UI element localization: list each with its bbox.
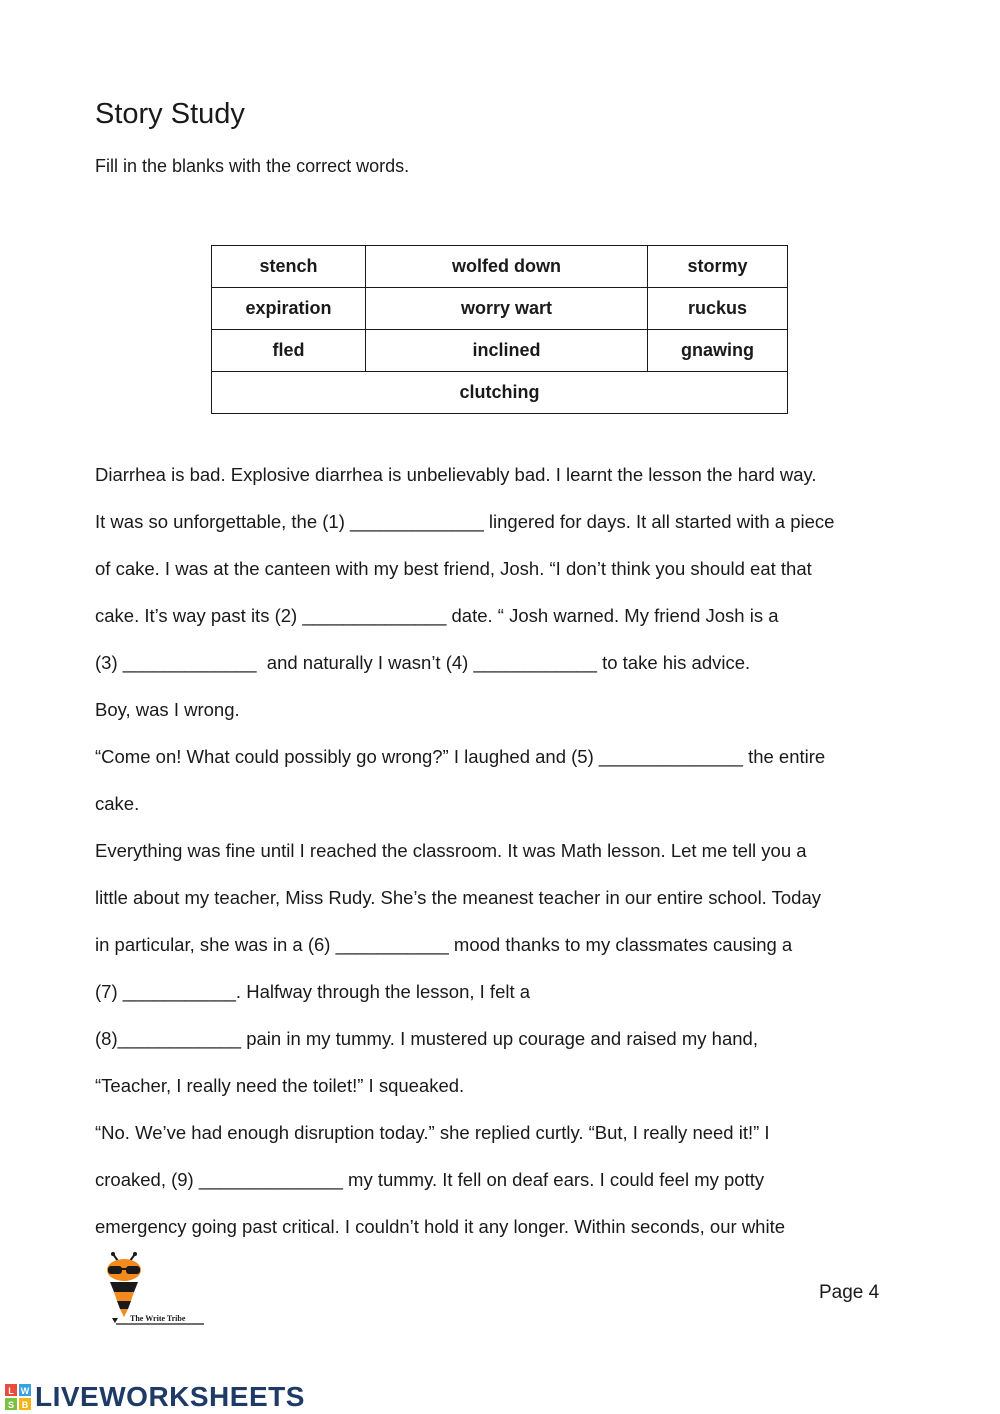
story-line: croaked, (9) ______________ my tummy. It fell on deaf ears. I could feel my potty (95, 1169, 765, 1190)
write-tribe-logo (98, 1252, 210, 1330)
story-text (95, 459, 915, 1258)
story-line: Everything was fine until I reached the classroom. It was Math lesson. Let me tell you a (95, 840, 807, 861)
story-line: in particular, she was in a (6) ___________ mood thanks to my classmates causing a (95, 934, 793, 955)
story-line: cake. It’s way past its (2) ______________ date. “ Josh warned. My friend Josh is a (95, 605, 779, 626)
word-bank-row (212, 372, 788, 414)
word-bank-row (212, 288, 788, 330)
word-bank-cell: inclined (366, 330, 648, 372)
instructions-text: Fill in the blanks with the correct words. (95, 156, 410, 176)
word-bank-table (211, 245, 788, 414)
story-line: (8)____________ pain in my tummy. I mustered up courage and raised my hand, (95, 1028, 758, 1049)
story-line: little about my teacher, Miss Rudy. She’s the meanest teacher in our entire school. Today (95, 887, 821, 908)
story-line: Diarrhea is bad. Explosive diarrhea is unbelievably bad. I learnt the lesson the hard way. (95, 464, 817, 485)
logo-text: The Write Tribe (130, 1314, 186, 1323)
word-bank-row (212, 330, 788, 372)
word-bank-cell: expiration (212, 288, 366, 330)
story-line: cake. (95, 793, 140, 814)
brand-name: LIVEWORKSHEETS (35, 1381, 305, 1412)
word-bank-cell: wolfed down (366, 246, 648, 288)
word-bank-cell: gnawing (648, 330, 788, 372)
story-line: emergency going past critical. I couldn’t hold it any longer. Within seconds, our white (95, 1216, 786, 1237)
word-bank-cell: stench (212, 246, 366, 288)
liveworksheets-icon (5, 1384, 31, 1410)
word-bank-cell: ruckus (648, 288, 788, 330)
story-line: of cake. I was at the canteen with my best friend, Josh. “I don’t think you should eat that (95, 558, 812, 579)
story-line: “Come on! What could possibly go wrong?” I laughed and (5) ______________ the entire (95, 746, 826, 767)
story-line: “No. We’ve had enough disruption today.” she replied curtly. “But, I really need it!” I (95, 1122, 770, 1143)
story-line: “Teacher, I really need the toilet!” I squeaked. (95, 1075, 465, 1096)
word-bank-cell: stormy (648, 246, 788, 288)
story-line: It was so unforgettable, the (1) _____________ lingered for days. It all started with a piece (95, 511, 835, 532)
page-number: Page 4 (819, 1282, 880, 1303)
page-title: Story Study (95, 98, 245, 130)
liveworksheets-brand (5, 1380, 305, 1414)
story-line: (3) _____________ and naturally I wasn’t (4) ____________ to take his advice. (95, 652, 751, 673)
svg-text:W: W (20, 1386, 30, 1396)
word-bank-cell: fled (212, 330, 366, 372)
svg-text:B: B (21, 1400, 29, 1410)
word-bank-cell: clutching (212, 372, 788, 414)
story-line: (7) ___________. Halfway through the lesson, I felt a (95, 981, 531, 1002)
word-bank-row (212, 246, 788, 288)
svg-text:S: S (7, 1400, 15, 1410)
word-bank-cell: worry wart (366, 288, 648, 330)
svg-text:L: L (8, 1386, 14, 1396)
story-line: Boy, was I wrong. (95, 699, 240, 720)
